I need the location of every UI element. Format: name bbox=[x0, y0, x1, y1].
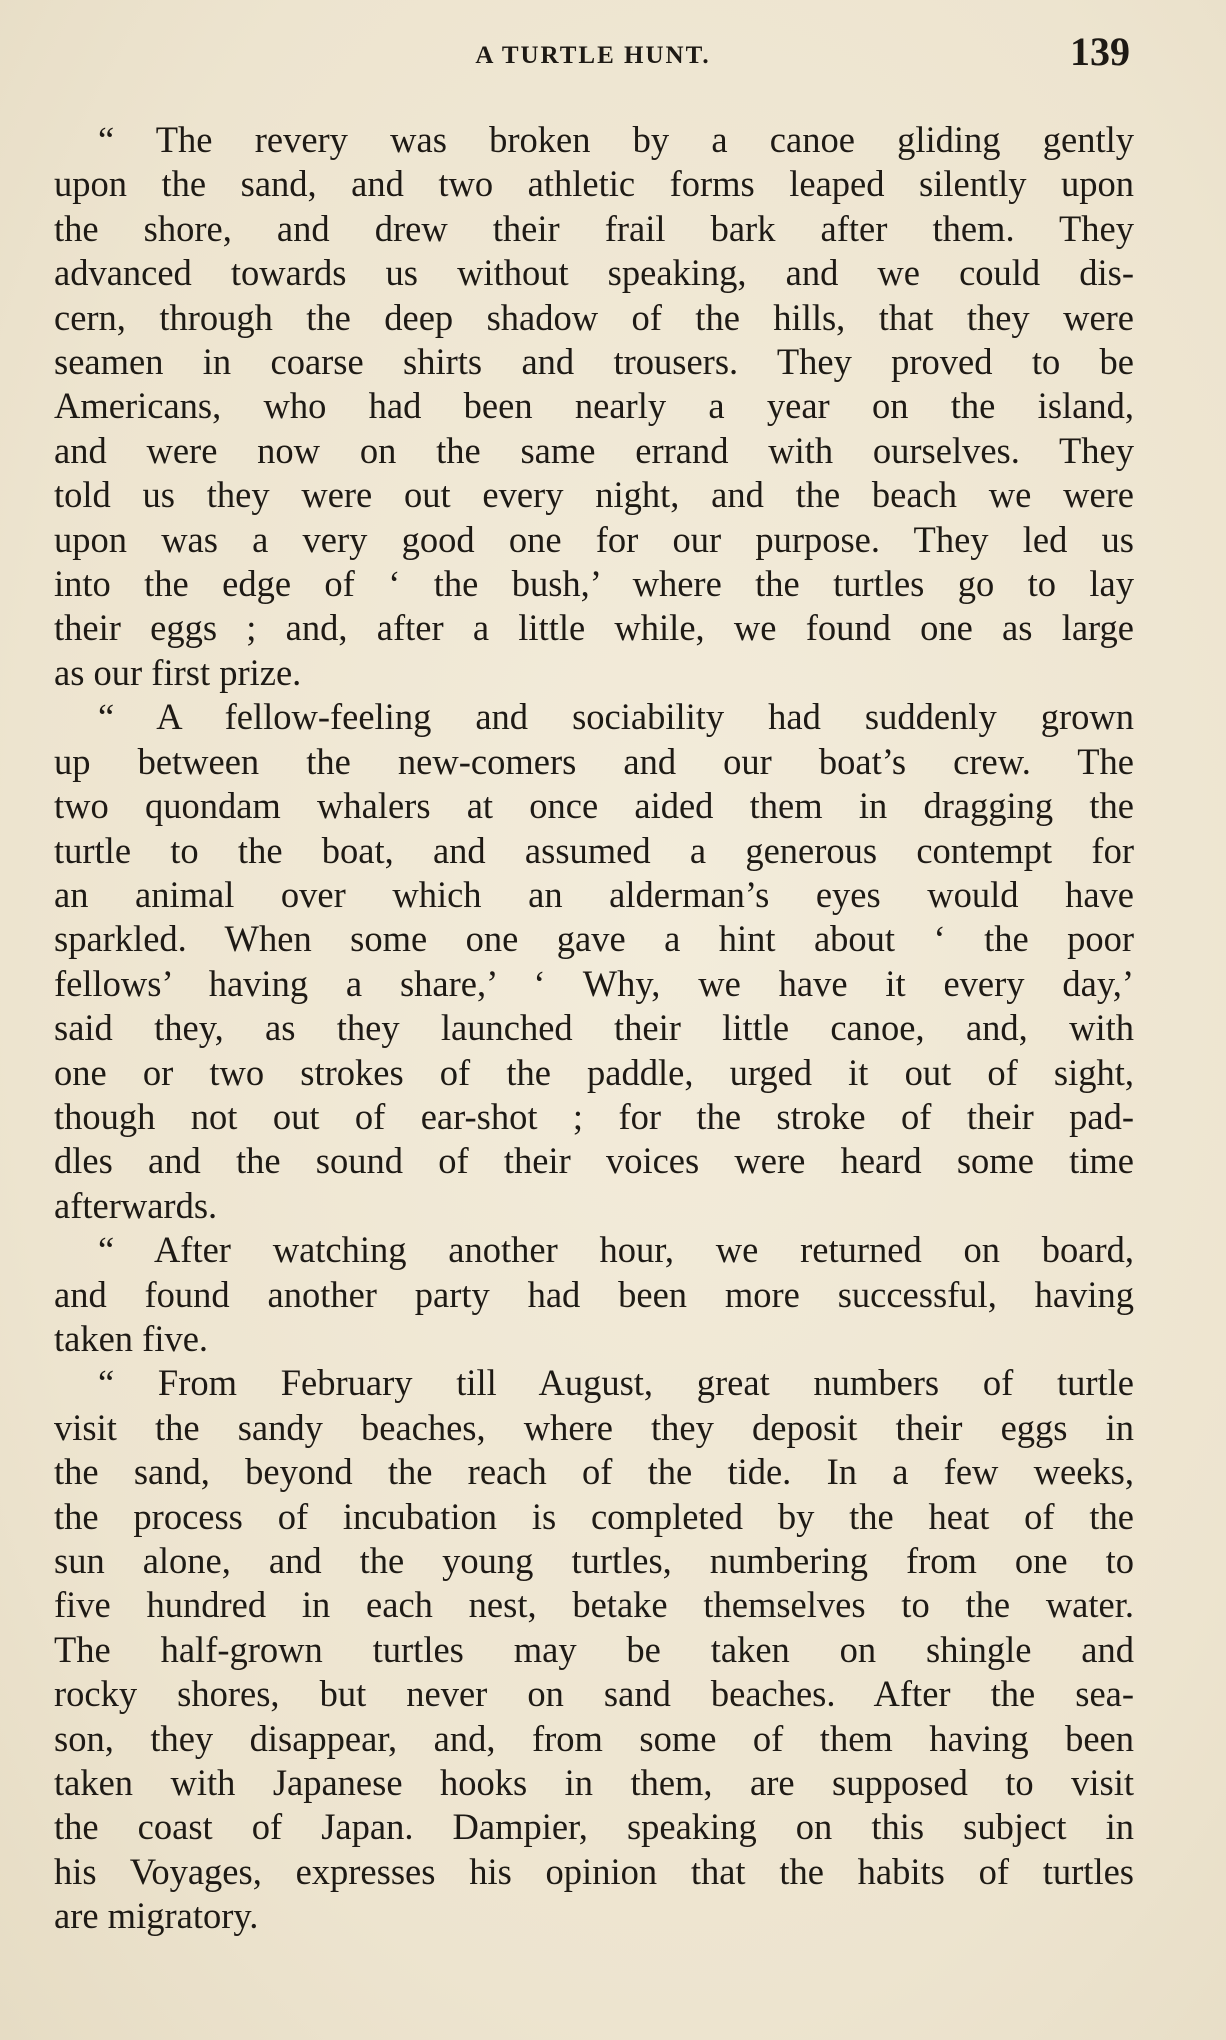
text-line: into the edge of ‘ the bush,’ where the turtles go to lay bbox=[54, 563, 1134, 605]
text-line: sparkled. When some one gave a hint about ‘ the poor bbox=[54, 918, 1134, 960]
text-line: the shore, and drew their frail bark after them. They bbox=[54, 207, 1134, 249]
text-line: two quondam whalers at once aided them in dragging the bbox=[54, 785, 1134, 827]
text-line: up between the new-comers and our boat’s crew. The bbox=[54, 740, 1134, 782]
text-line: turtle to the boat, and assumed a generous contempt for bbox=[54, 829, 1134, 871]
text-line: told us they were out every night, and the beach we were bbox=[54, 474, 1134, 516]
page-number: 139 bbox=[1070, 29, 1130, 74]
text-line: dles and the sound of their voices were heard some time bbox=[54, 1140, 1134, 1182]
text-line: taken with Japanese hooks in them, are supposed to visit bbox=[54, 1762, 1134, 1804]
text-line: said they, as they launched their little canoe, and, with bbox=[54, 1007, 1134, 1049]
text-line: upon the sand, and two athletic forms leaped silently upon bbox=[54, 163, 1134, 205]
text-line: cern, through the deep shadow of the hills, that they were bbox=[54, 296, 1134, 338]
paragraph bbox=[54, 695, 1134, 1228]
text-line: though not out of ear-shot ; for the stroke of their pad- bbox=[54, 1095, 1134, 1137]
text-line: advanced towards us without speaking, and we could dis- bbox=[54, 252, 1134, 294]
text-line: and found another party had been more successful, having bbox=[54, 1273, 1134, 1315]
paragraph bbox=[54, 1228, 1134, 1361]
paragraph bbox=[54, 118, 1134, 695]
body-text bbox=[54, 118, 1134, 1939]
text-line: are migratory. bbox=[54, 1895, 259, 1937]
text-line: and were now on the same errand with ourselves. They bbox=[54, 429, 1134, 471]
text-line: the coast of Japan. Dampier, speaking on this subject in bbox=[54, 1806, 1134, 1848]
text-line: one or two strokes of the paddle, urged it out of sight, bbox=[54, 1051, 1134, 1093]
text-line: seamen in coarse shirts and trousers. They proved to be bbox=[54, 341, 1134, 383]
text-line: an animal over which an alderman’s eyes would have bbox=[54, 873, 1134, 915]
text-line: “ From February till August, great numbers of turtle bbox=[98, 1362, 1134, 1404]
text-line: son, they disappear, and, from some of them having been bbox=[54, 1717, 1134, 1759]
text-line: fellows’ having a share,’ ‘ Why, we have it every day,’ bbox=[54, 962, 1134, 1004]
text-line: their eggs ; and, after a little while, we found one as large bbox=[54, 607, 1134, 649]
text-line: his Voyages, expresses his opinion that the habits of turtles bbox=[54, 1850, 1134, 1892]
text-line: five hundred in each nest, betake themselves to the water. bbox=[54, 1584, 1134, 1626]
text-line: The half-grown turtles may be taken on shingle and bbox=[54, 1628, 1134, 1670]
text-line: “ A fellow-feeling and sociability had suddenly grown bbox=[98, 696, 1134, 738]
text-line: the process of incubation is completed by the heat of the bbox=[54, 1495, 1134, 1537]
text-line: afterwards. bbox=[54, 1184, 218, 1226]
text-line: as our first prize. bbox=[54, 651, 302, 693]
text-line: upon was a very good one for our purpose. They led us bbox=[54, 518, 1134, 560]
text-line: “ The revery was broken by a canoe gliding gently bbox=[98, 119, 1134, 160]
text-line: rocky shores, but never on sand beaches. After the sea- bbox=[54, 1673, 1134, 1715]
page-header bbox=[56, 28, 1130, 88]
running-title: A TURTLE HUNT. bbox=[475, 42, 711, 69]
text-line: taken five. bbox=[54, 1317, 209, 1359]
text-line: “ After watching another hour, we returned on board, bbox=[98, 1229, 1134, 1271]
text-line: sun alone, and the young turtles, numbering from one to bbox=[54, 1540, 1134, 1581]
text-line: visit the sandy beaches, where they deposit their eggs in bbox=[54, 1406, 1134, 1448]
paragraph bbox=[54, 1361, 1134, 1938]
text-line: the sand, beyond the reach of the tide. In a few weeks, bbox=[54, 1451, 1134, 1493]
text-line: Americans, who had been nearly a year on the island, bbox=[54, 385, 1134, 427]
